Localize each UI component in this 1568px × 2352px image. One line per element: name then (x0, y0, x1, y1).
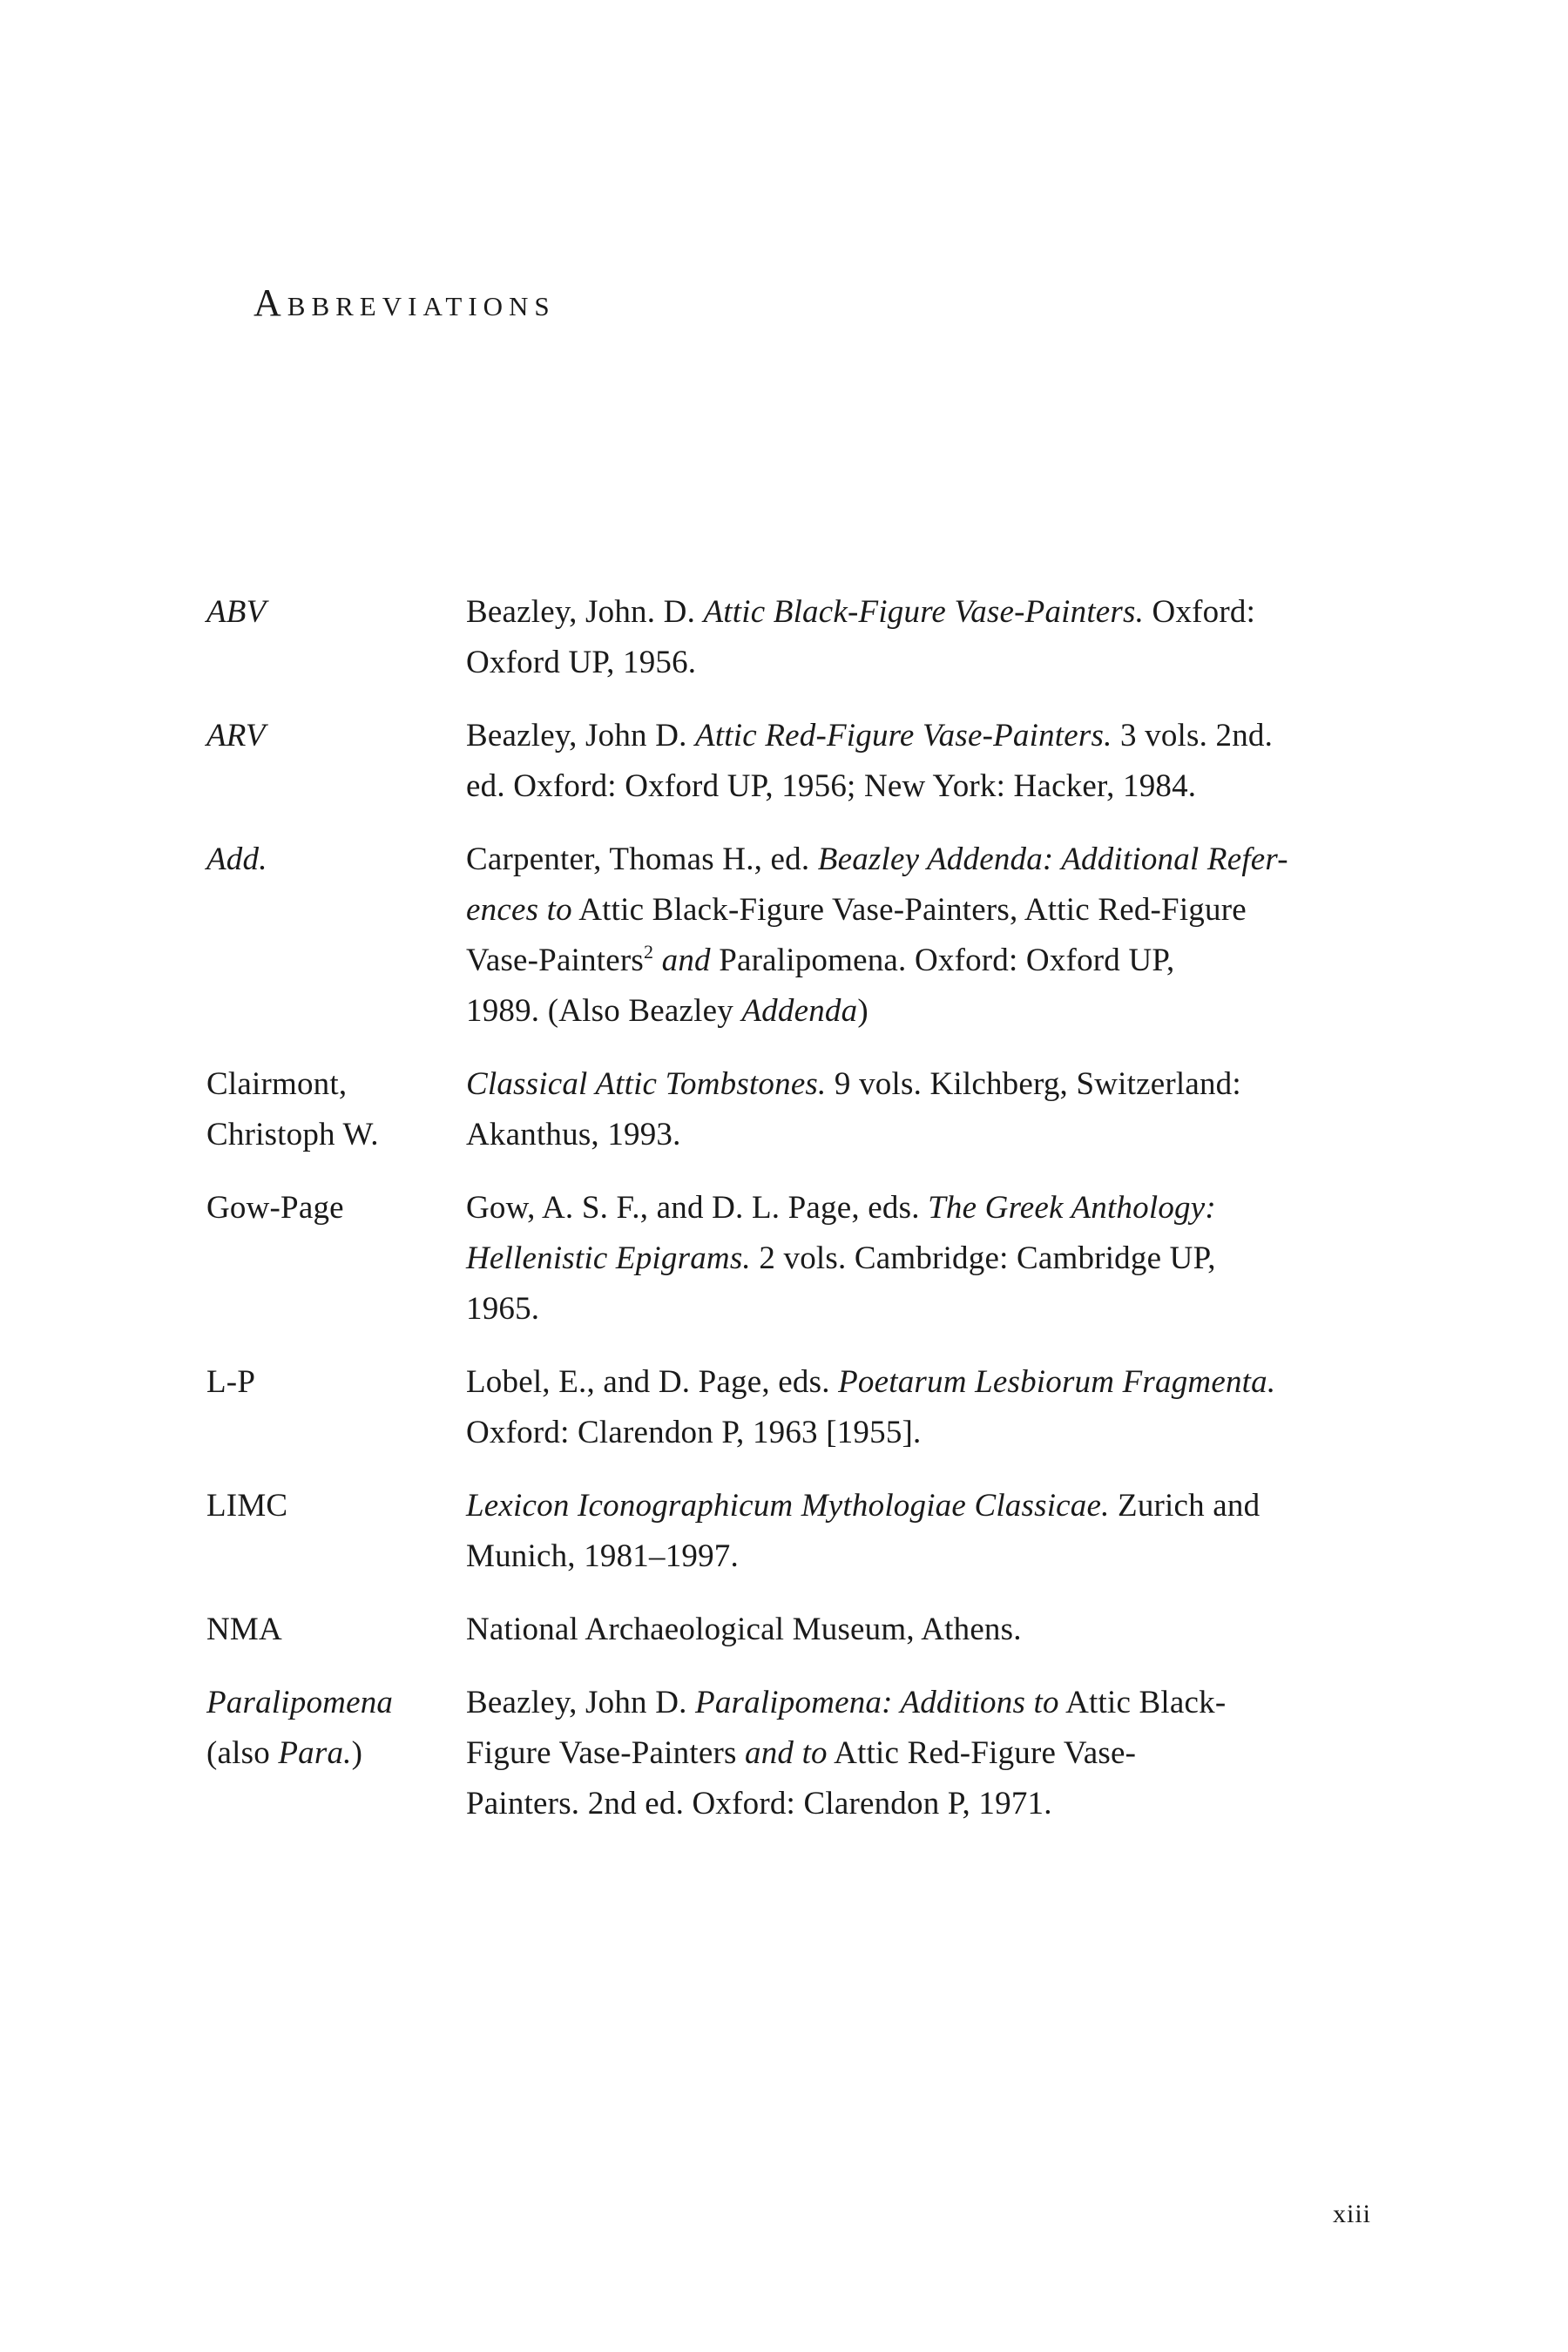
text: Beazley, John D. (466, 1685, 696, 1720)
text: Oxford: Clarendon P, 1963 [1955]. (466, 1415, 922, 1450)
abbreviation-term (206, 1605, 466, 1655)
abbreviation-entry (206, 1678, 1426, 1829)
text: Lobel, E., and D. Page, eds. (466, 1364, 839, 1400)
text-line (206, 587, 466, 638)
text-line (466, 638, 1426, 688)
text: Attic Black-Figure Vase-Painters, Attic Red-Figure (571, 892, 1247, 928)
italic-text: Beazley Addenda: Additional Refer- (817, 841, 1288, 877)
italic-text: Para. (278, 1735, 352, 1771)
text: Attic Red-Figure Vase- (827, 1735, 1137, 1771)
italic-text: Add. (206, 841, 267, 877)
italic-text: Paralipomena (206, 1685, 394, 1720)
italic-text: ARV (206, 718, 266, 754)
abbreviation-entry (206, 1481, 1426, 1582)
text-line (466, 711, 1426, 761)
italic-text: ABV (206, 594, 267, 630)
abbreviation-definition (466, 1481, 1426, 1582)
text: Gow, A. S. F., and D. L. Page, eds. (466, 1190, 929, 1226)
text: ) (857, 993, 868, 1029)
text: Beazley, John. D. (466, 594, 704, 630)
abbreviation-term (206, 587, 466, 688)
text: 2 vols. Cambridge: Cambridge UP, (750, 1240, 1216, 1276)
abbreviation-term (206, 711, 466, 812)
abbreviations-list (206, 587, 1426, 1852)
abbreviation-definition (466, 587, 1426, 688)
text: Paralipomena. Oxford: Oxford UP, (710, 943, 1175, 978)
text: Zurich and (1109, 1488, 1260, 1524)
abbreviation-entry (206, 711, 1426, 812)
text: Vase-Painters (466, 943, 644, 978)
text: Attic Black- (1058, 1685, 1227, 1720)
abbreviation-term (206, 1059, 466, 1160)
text: Beazley, John D. (466, 718, 696, 754)
abbreviation-term (206, 1678, 466, 1829)
abbreviation-definition (466, 835, 1426, 1037)
text-line (466, 761, 1426, 812)
text: Christoph W. (206, 1117, 379, 1152)
abbreviation-definition (466, 1183, 1426, 1335)
text-line (206, 835, 466, 885)
text-line (466, 1678, 1426, 1728)
text: ed. Oxford: Oxford UP, 1956; New York: Hacker, 1984. (466, 768, 1197, 804)
text-line (466, 1357, 1426, 1408)
text: Munich, 1981–1997. (466, 1538, 739, 1574)
text-line (466, 1728, 1426, 1779)
text-line (466, 885, 1426, 936)
italic-text: Hellenistic Epigrams. (466, 1240, 751, 1276)
text-line (466, 587, 1426, 638)
footnote-mark: 2 (644, 941, 654, 963)
text-line (466, 1110, 1426, 1160)
italic-text: Addenda (741, 993, 858, 1029)
abbreviation-term (206, 1357, 466, 1458)
text-line (466, 1779, 1426, 1829)
text: 9 vols. Kilchberg, Switzerland: (826, 1066, 1241, 1102)
text-line (466, 1059, 1426, 1110)
text-line (206, 1481, 466, 1531)
italic-text: and to (745, 1735, 828, 1771)
abbreviation-entry (206, 1357, 1426, 1458)
text: 1965. (466, 1291, 540, 1327)
italic-text: The Greek Anthology: (928, 1190, 1216, 1226)
text-line (466, 936, 1426, 986)
text: Painters. 2nd ed. Oxford: Clarendon P, 1971. (466, 1786, 1052, 1821)
text-line (206, 1357, 466, 1408)
abbreviation-entry (206, 1183, 1426, 1335)
text-line (466, 986, 1426, 1037)
abbreviation-term (206, 1183, 466, 1335)
page-title: Abbreviations (253, 281, 556, 324)
text-line (466, 1183, 1426, 1233)
text: Carpenter, Thomas H., ed. (466, 841, 818, 877)
text: ) (351, 1735, 363, 1771)
text-line (466, 1531, 1426, 1582)
text-line (466, 1605, 1426, 1655)
abbreviation-definition (466, 1678, 1426, 1829)
text: L-P (206, 1364, 256, 1400)
text-line (466, 1233, 1426, 1284)
abbreviation-definition (466, 1059, 1426, 1160)
abbreviation-entry (206, 587, 1426, 688)
text-line (206, 1183, 466, 1233)
text-line (206, 711, 466, 761)
italic-text: Lexicon Iconographicum Mythologiae Classicae. (466, 1488, 1110, 1524)
page-number: xiii (1333, 2200, 1372, 2228)
text-line (466, 1408, 1426, 1458)
abbreviation-definition (466, 1357, 1426, 1458)
text-line (466, 1284, 1426, 1335)
abbreviation-definition (466, 711, 1426, 812)
text-line (206, 1605, 466, 1655)
abbreviation-entry (206, 835, 1426, 1037)
text-line (466, 835, 1426, 885)
text-line (206, 1059, 466, 1110)
abbreviation-term (206, 1481, 466, 1582)
italic-text: Poetarum Lesbiorum Fragmenta. (838, 1364, 1276, 1400)
italic-text: Classical Attic Tombstones. (466, 1066, 827, 1102)
abbreviation-entry (206, 1059, 1426, 1160)
text: National Archaeological Museum, Athens. (466, 1612, 1022, 1647)
text-line (206, 1728, 466, 1779)
text: Clairmont, (206, 1066, 348, 1102)
abbreviation-definition (466, 1605, 1426, 1655)
text-line (466, 1481, 1426, 1531)
text: 1989. (Also Beazley (466, 993, 742, 1029)
text: LIMC (206, 1488, 288, 1524)
abbreviation-term (206, 835, 466, 1037)
text-line (206, 1110, 466, 1160)
italic-text: Attic Black-Figure Vase-Painters. (703, 594, 1145, 630)
text: (also (206, 1735, 279, 1771)
text: Oxford: (1144, 594, 1256, 630)
text-line (206, 1678, 466, 1728)
italic-text: Attic Red-Figure Vase-Painters. (695, 718, 1112, 754)
italic-text: ences to (466, 892, 572, 928)
italic-text: and (653, 943, 711, 978)
text: Gow-Page (206, 1190, 344, 1226)
text: Oxford UP, 1956. (466, 645, 697, 680)
text: Figure Vase-Painters (466, 1735, 746, 1771)
text: 3 vols. 2nd. (1112, 718, 1274, 754)
text: Akanthus, 1993. (466, 1117, 681, 1152)
text: NMA (206, 1612, 282, 1647)
italic-text: Paralipomena: Additions to (695, 1685, 1059, 1720)
abbreviation-entry (206, 1605, 1426, 1655)
